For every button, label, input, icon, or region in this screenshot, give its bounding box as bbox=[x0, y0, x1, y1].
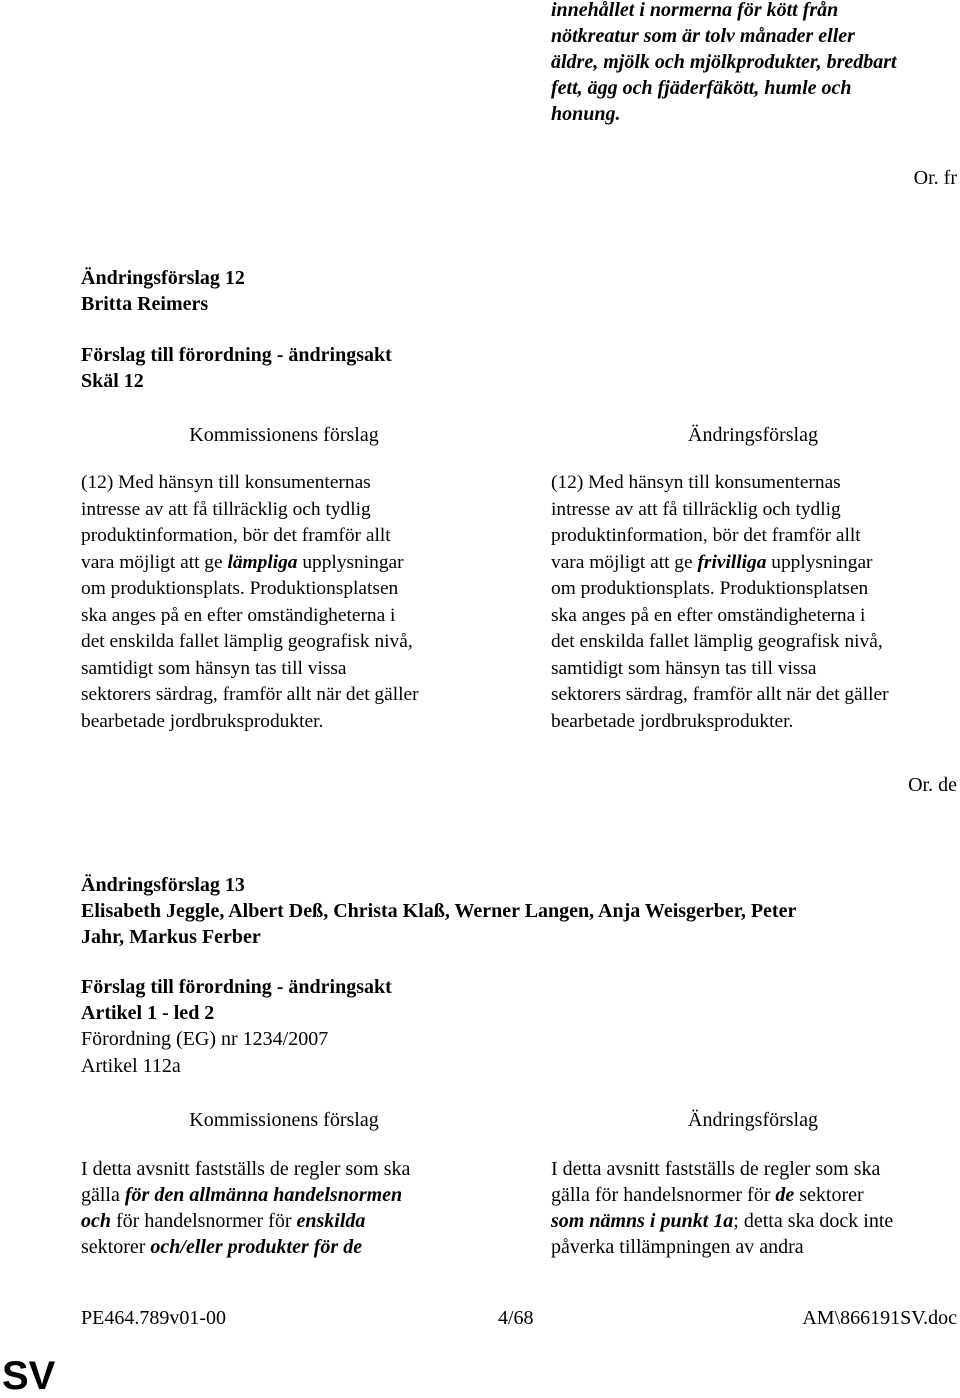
emphasized-text: de bbox=[775, 1184, 795, 1206]
amendment-authors: Elisabeth Jeggle, Albert Deß, Christa Klaß, Werner Langen, Anja Weisgerber, Peter Jahr, Markus Ferber bbox=[81, 900, 797, 948]
emphasized-text: och bbox=[81, 1210, 111, 1232]
footer-doc-ref: PE464.789v01-00 bbox=[81, 1307, 226, 1329]
amendment-author: Britta Reimers bbox=[81, 293, 209, 315]
footer-file-name: AM\866191SV.doc bbox=[802, 1307, 957, 1329]
top-line: äldre, mjölk och mjölkprodukter, bredbart bbox=[551, 51, 897, 73]
emphasized-text: enskilda bbox=[296, 1210, 366, 1232]
top-line: nötkreatur som är tolv månader eller bbox=[551, 25, 855, 47]
emphasized-text: frivilliga bbox=[697, 551, 767, 573]
emphasized-text: lämpliga bbox=[227, 551, 298, 573]
top-line: innehållet i normerna för kött från bbox=[551, 0, 839, 21]
column-header-amendment: Ändringsförslag bbox=[688, 424, 818, 446]
top-line: honung. bbox=[551, 103, 621, 125]
amendment-text: I detta avsnitt fastställs de regler som ska gälla för handelsnormer för de sektorer som nämns i punkt 1a; detta ska dock inte påverka tillämpningen av andra bbox=[551, 1158, 894, 1258]
proposal-title: Förslag till förordning - ändringsakt bbox=[81, 344, 392, 366]
emphasized-text: för den allmänna handelsnormen bbox=[124, 1184, 403, 1206]
emphasized-text: och/eller produkter för de bbox=[150, 1236, 363, 1258]
reference: Skäl 12 bbox=[81, 370, 144, 392]
emphasized-text: som nämns i punkt 1a bbox=[551, 1210, 734, 1232]
footer-page-number: 4/68 bbox=[498, 1307, 534, 1329]
original-language-label: Or. fr bbox=[913, 167, 957, 189]
top-continuation bbox=[551, 0, 951, 127]
amendment-title: Ändringsförslag 13 bbox=[81, 874, 245, 896]
commission-text: I detta avsnitt fastställs de regler som ska gälla för den allmänna handelsnormen och för handelsnormer för enskilda sektorer och/eller produkter för de bbox=[81, 1158, 411, 1258]
proposal-title: Förslag till förordning - ändringsakt bbox=[81, 976, 392, 998]
language-code: SV bbox=[2, 1354, 56, 1398]
column-header-commission: Kommissionens förslag bbox=[189, 1109, 379, 1131]
original-language-label: Or. de bbox=[908, 774, 957, 796]
commission-text: (12) Med hänsyn till konsumenternas intresse av att få tillräcklig och tydlig produktinformation, bör det framför allt vara möjligt att ge lämpliga upplysningar om produktionsplats. Produktionsplatsen ska anges på en efter omständigheterna i det enskilda fallet lämplig geografisk nivå, samtidigt som hänsyn tas till vissa sektorers särdrag, framför allt när det gäller bearbetade jordbruksprodukter. bbox=[81, 472, 419, 732]
top-line: fett, ägg och fjäderfäkött, humle och bbox=[551, 77, 852, 99]
amendment-text: (12) Med hänsyn till konsumenternas intresse av att få tillräcklig och tydlig produktinformation, bör det framför allt vara möjligt att ge frivilliga upplysningar om produktionsplats. Produktionsplatsen ska anges på en efter omständigheterna i det enskilda fallet lämplig geografisk nivå, samtidigt som hänsyn tas till vissa sektorers särdrag, framför allt när det gäller bearbetade jordbruksprodukter. bbox=[551, 472, 889, 732]
article-reference: Artikel 1 - led 2 bbox=[81, 1002, 215, 1024]
column-header-amendment: Ändringsförslag bbox=[688, 1109, 818, 1131]
regulation-article: Artikel 112a bbox=[81, 1055, 181, 1077]
column-header-commission: Kommissionens förslag bbox=[189, 424, 379, 446]
amendment-title: Ändringsförslag 12 bbox=[81, 267, 245, 289]
regulation-reference: Förordning (EG) nr 1234/2007 bbox=[81, 1028, 329, 1050]
